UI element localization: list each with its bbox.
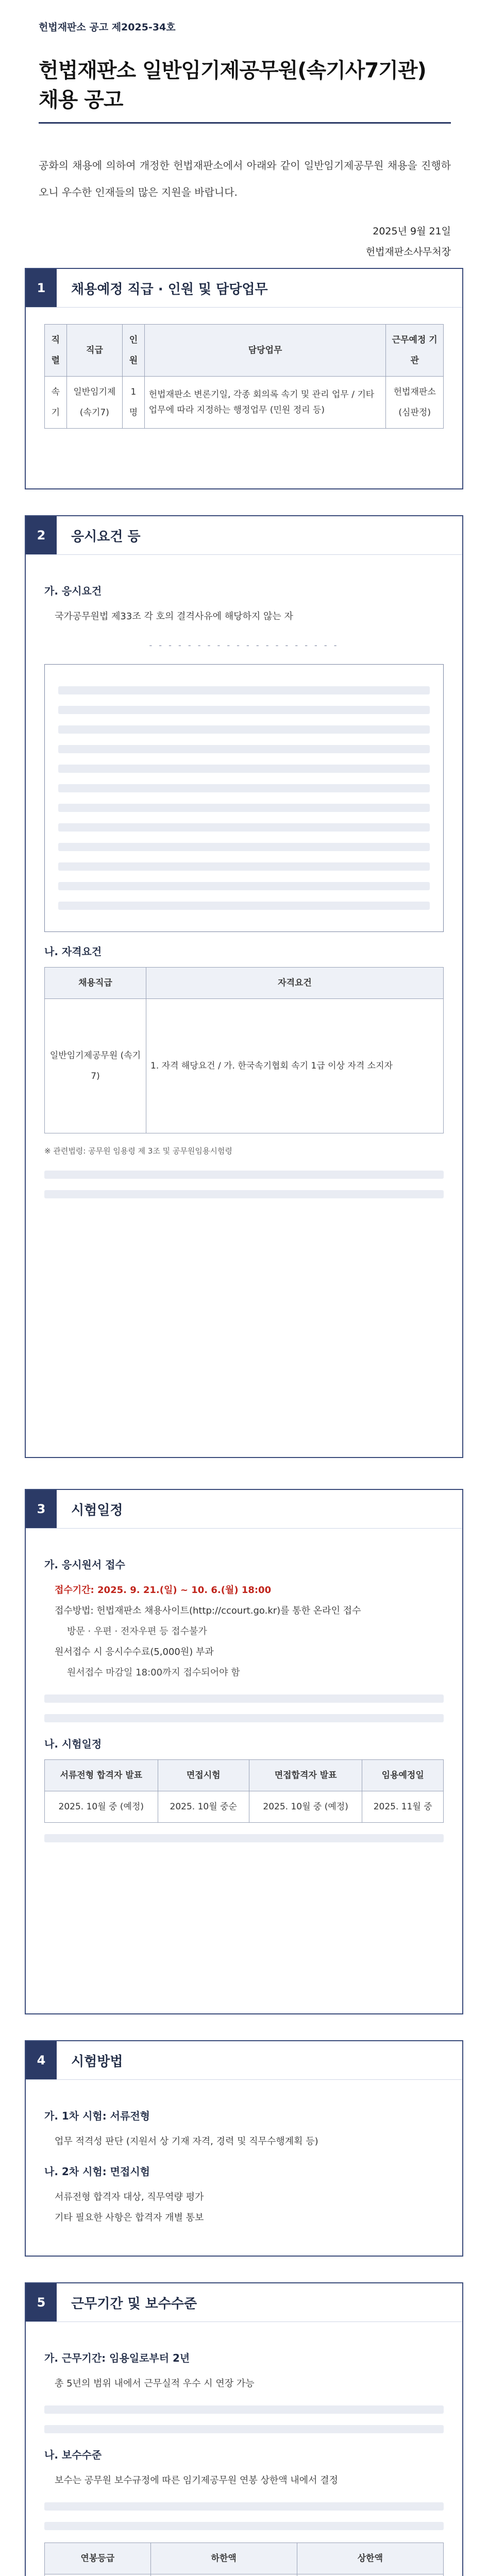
schedule-table	[44, 1759, 444, 1823]
table-row	[45, 1791, 444, 1823]
table-header: 상한액	[297, 2543, 443, 2574]
subheading: 나. 시험일정	[44, 1738, 102, 1750]
text-block	[58, 823, 430, 832]
table-header: 직급	[66, 325, 122, 377]
table-row	[45, 377, 444, 429]
table-cell: 헌법재판소 (심판정)	[386, 377, 444, 429]
subheading: 나. 자격요건	[44, 945, 102, 958]
salary-detail: 보수는 공무원 보수규정에 따른 임기제공무원 연봉 상한액 내에서 결정	[55, 2475, 339, 2486]
text-block	[44, 2425, 444, 2433]
table-cell	[45, 2574, 151, 2576]
text-block	[58, 902, 430, 910]
subheading: 가. 응시요건	[44, 585, 102, 597]
table-cell: 2025. 10월 중순	[158, 1791, 249, 1823]
application-note: 방문 · 우편 · 전자우편 등 접수불가	[67, 1626, 207, 1637]
positions-table	[44, 324, 444, 429]
application-deadline: 원서접수 마감일 18:00까지 접수되어야 함	[67, 1667, 240, 1678]
application-method: 접수방법: 헌법재판소 채용사이트(http://ccourt.go.kr)를 통한 온라인 접수	[55, 1605, 361, 1616]
section-requirements	[25, 515, 463, 1458]
term-detail: 총 5년의 범위 내에서 근무실적 우수 시 연장 가능	[55, 2378, 255, 2389]
text-block	[44, 2405, 444, 2414]
table-header: 근무예정 기관	[386, 325, 444, 377]
table-cell: 2025. 11월 중	[362, 1791, 444, 1823]
exam-detail: 서류전형 합격자 대상, 직무역량 평가	[55, 2192, 204, 2202]
divider: - - - - - - - - - - - - - - - - - - - -	[149, 640, 339, 650]
section-title: 시험일정	[71, 1502, 123, 1518]
table-row	[45, 2574, 444, 2576]
subheading: 가. 1차 시험: 서류전형	[44, 2110, 150, 2122]
qualification-table	[44, 967, 444, 1133]
table-header: 담당업무	[144, 325, 386, 377]
table-header: 서류전형 합격자 발표	[45, 1760, 158, 1791]
text-block	[44, 1190, 444, 1198]
section-title: 채용예정 직급 · 인원 및 담당업무	[71, 281, 268, 297]
exam-detail: 업무 적격성 판단 (지원서 상 기재 자격, 경력 및 직무수행계획 등)	[55, 2136, 318, 2147]
exam-detail: 기타 필요한 사항은 합격자 개별 통보	[55, 2212, 204, 2223]
application-fee: 원서접수 시 응시수수료(5,000원) 부과	[55, 1647, 214, 1657]
table-cell: 헌법재판소 변론기일, 각종 회의록 속기 및 관리 업무 / 기타 업무에 따라 지정하는 행정업무 (민원 정리 등)	[144, 377, 386, 429]
text-block	[58, 706, 430, 714]
table-cell: 2025. 10월 중 (예정)	[45, 1791, 158, 1823]
text-block	[58, 784, 430, 792]
table-header: 임용예정일	[362, 1760, 444, 1791]
subheading: 가. 근무기간: 임용일로부터 2년	[44, 2352, 190, 2364]
text-block	[44, 1694, 444, 1703]
text-block	[58, 882, 430, 890]
text-block	[44, 1834, 444, 1842]
subheading: 나. 2차 시험: 면접시험	[44, 2165, 150, 2178]
table-header: 인원	[123, 325, 145, 377]
subheading: 나. 보수수준	[44, 2449, 102, 2461]
section-schedule	[25, 1489, 463, 2014]
text-block	[44, 2502, 444, 2511]
table-header: 하한액	[150, 2543, 297, 2574]
requirement-text: 국가공무원법 제33조 각 호의 결격사유에 해당하지 않는 자	[55, 611, 293, 622]
section-title: 근무기간 및 보수수준	[71, 2296, 197, 2312]
section-term-salary	[25, 2282, 463, 2576]
text-block	[58, 765, 430, 773]
section-number: 1	[26, 269, 57, 307]
table-cell: 일반임기제공무원 (속기7)	[45, 999, 146, 1133]
salary-table	[44, 2543, 444, 2576]
text-block	[58, 725, 430, 734]
table-cell: 2025. 10월 중 (예정)	[249, 1791, 362, 1823]
section-title: 응시요건 등	[71, 529, 141, 545]
disqualification-box	[44, 664, 444, 932]
section-number: 3	[26, 1490, 57, 1528]
text-block	[58, 686, 430, 694]
text-block	[58, 862, 430, 871]
text-block	[44, 1714, 444, 1722]
table-header: 연봉등급	[45, 2543, 151, 2574]
notice-number: 헌법재판소 공고 제2025-34호	[39, 22, 176, 33]
section-number: 5	[26, 2283, 57, 2321]
notice-date: 2025년 9월 21일	[373, 226, 451, 237]
table-cell: 1명	[123, 377, 145, 429]
table-header: 자격요건	[146, 968, 444, 999]
table-cell: 일반임기제 (속기7)	[66, 377, 122, 429]
table-cell	[297, 2574, 443, 2576]
text-block	[44, 2522, 444, 2530]
section-number: 2	[26, 516, 57, 554]
table-cell	[150, 2574, 297, 2576]
intro-text: 공화의 채용에 의하여 개정한 헌법재판소에서 아래와 같이 일반임기제공무원 채용을 진행하오니 우수한 인재들의 많은 지원을 바랍니다.	[39, 159, 451, 198]
section-positions	[25, 268, 463, 489]
application-period: 접수기간: 2025. 9. 21.(일) ~ 10. 6.(월) 18:00	[55, 1585, 272, 1596]
note-text: ※ 관련법령: 공무원 임용령 제 3조 및 공무원임용시험령	[44, 1146, 232, 1156]
notice-header	[39, 20, 451, 262]
section-exam-method	[25, 2040, 463, 2257]
text-block	[58, 804, 430, 812]
table-cell: 1. 자격 해당요건 / 가. 한국속기협회 속기 1급 이상 자격 소지자	[146, 999, 444, 1133]
table-row	[45, 999, 444, 1133]
text-block	[58, 843, 430, 851]
section-number: 4	[26, 2041, 57, 2079]
table-header: 면접시험	[158, 1760, 249, 1791]
table-cell: 속기	[45, 377, 67, 429]
table-header: 면접합격자 발표	[249, 1760, 362, 1791]
subheading: 가. 응시원서 접수	[44, 1558, 125, 1571]
notice-org: 헌법재판소사무처장	[365, 246, 451, 258]
text-block	[44, 1171, 444, 1179]
page-title: 헌법재판소 일반임기제공무원(속기사7기관) 채용 공고	[39, 54, 451, 124]
table-header: 채용직급	[45, 968, 146, 999]
section-title: 시험방법	[71, 2054, 123, 2070]
table-header: 직렬	[45, 325, 67, 377]
text-block	[58, 745, 430, 753]
